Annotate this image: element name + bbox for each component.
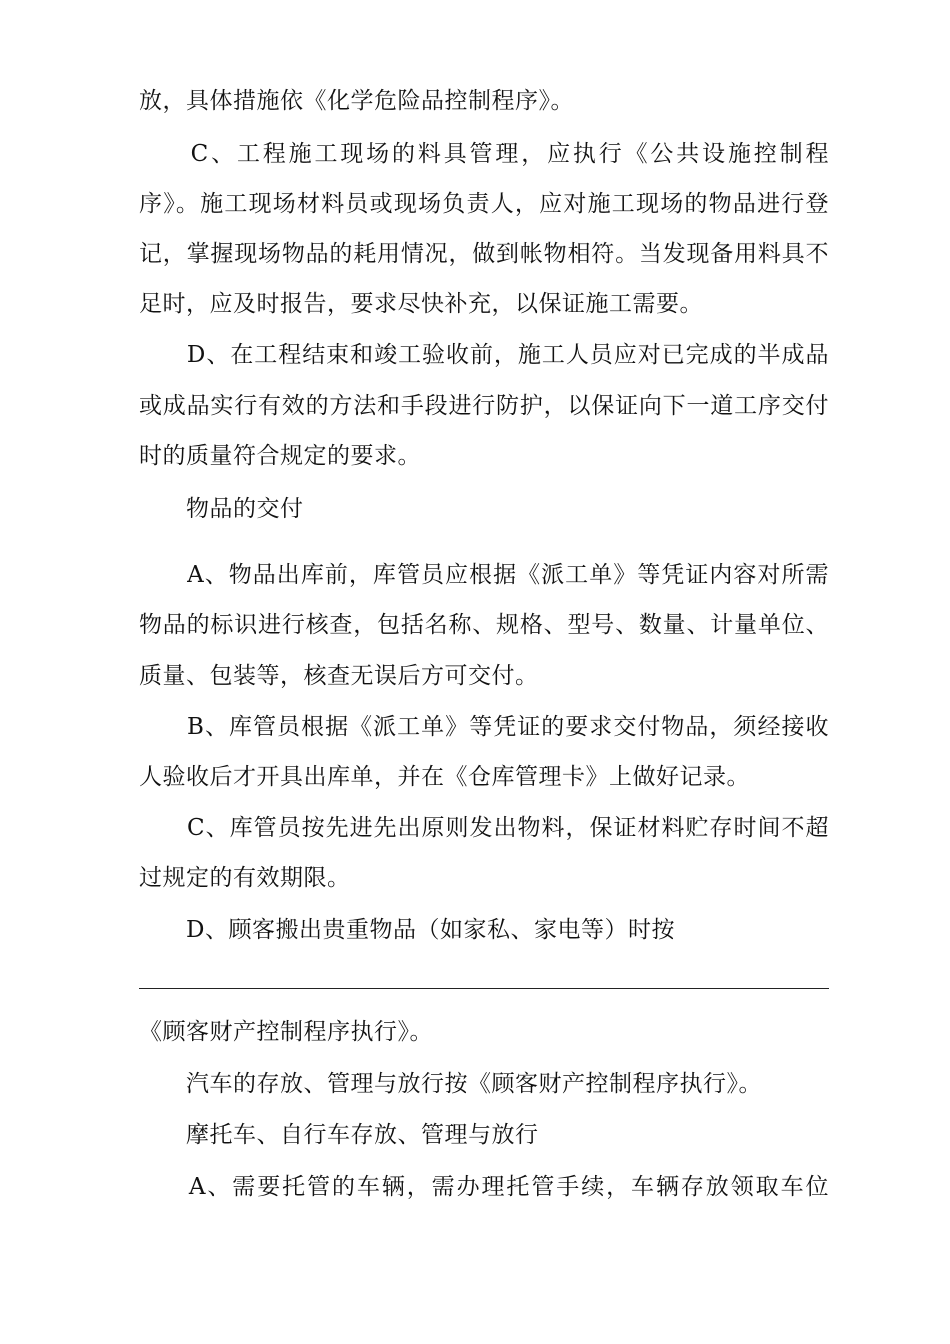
text-line: 过规定的有效期限。 bbox=[139, 865, 351, 891]
text-line: B、库管员根据《派工单》等凭证的要求交付物品，须经接收 bbox=[139, 714, 829, 740]
text-line: 序》。施工现场材料员或现场负责人，应对施工现场的物品进行登 bbox=[139, 191, 829, 217]
section-heading: 摩托车、自行车存放、管理与放行 bbox=[139, 1122, 539, 1148]
text-line: 记，掌握现场物品的耗用情况，做到帐物相符。当发现备用料具不 bbox=[139, 241, 829, 267]
text-line: 汽车的存放、管理与放行按《顾客财产控制程序执行》。 bbox=[139, 1071, 762, 1097]
text-line: 或成品实行有效的方法和手段进行防护，以保证向下一道工序交付 bbox=[139, 393, 829, 419]
section-heading: 物品的交付 bbox=[139, 496, 304, 522]
text-line: A、物品出库前，库管员应根据《派工单》等凭证内容对所需 bbox=[139, 562, 829, 588]
text-line: A、需要托管的车辆，需办理托管手续，车辆存放领取车位 bbox=[139, 1174, 829, 1200]
text-line: C、库管员按先进先出原则发出物料，保证材料贮存时间不超 bbox=[139, 815, 829, 841]
text-line: 物品的标识进行核查，包括名称、规格、型号、数量、计量单位、 bbox=[139, 612, 829, 638]
text-line: D、顾客搬出贵重物品（如家私、家电等）时按 bbox=[139, 917, 675, 943]
text-line: C、工程施工现场的料具管理，应执行《公共设施控制程 bbox=[139, 141, 829, 167]
text-line: D、在工程结束和竣工验收前，施工人员应对已完成的半成品 bbox=[139, 342, 829, 368]
text-line: 足时，应及时报告，要求尽快补充，以保证施工需要。 bbox=[139, 291, 703, 317]
text-line: 放，具体措施依《化学危险品控制程序》。 bbox=[139, 88, 574, 114]
text-line: 时的质量符合规定的要求。 bbox=[139, 443, 421, 469]
page-divider bbox=[139, 988, 829, 989]
text-line: 质量、包装等，核查无误后方可交付。 bbox=[139, 663, 539, 689]
text-line: 《顾客财产控制程序执行》。 bbox=[139, 1019, 433, 1045]
text-line: 人验收后才开具出库单，并在《仓库管理卡》上做好记录。 bbox=[139, 764, 750, 790]
